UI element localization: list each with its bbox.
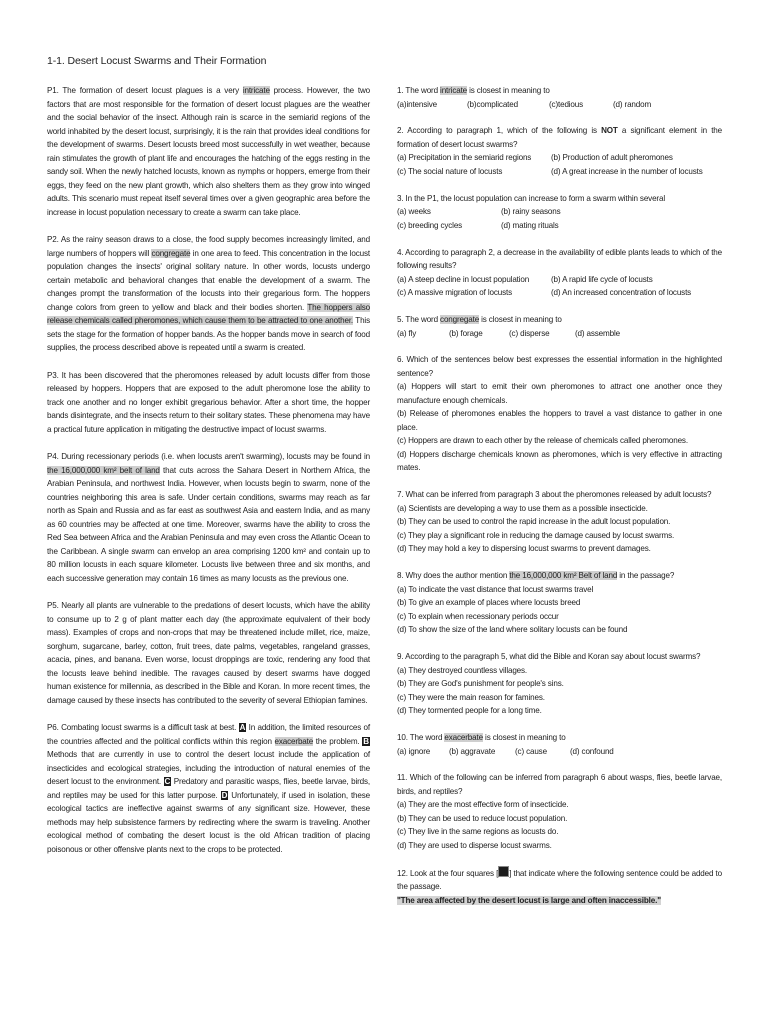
paragraph-2 [47,233,370,355]
question-4-stem: 4. According to paragraph 2, a decrease in the availability of edible plants leads to which of the following results? [397,247,722,271]
square-marker-icon [498,866,509,877]
option-b[interactable]: (b) forage [449,328,483,338]
paragraph-1 [47,84,370,219]
option-c[interactable]: (c) They were the main reason for famines. [397,692,545,702]
question-7 [397,488,722,556]
paragraph-text: P3. It has been discovered that the pheromones released by adult locusts differ from those released by hoppers. Hoppers that are exposed to the adult pheromone lose the ability to track one another and no longer exhibit gregarious behavior. After a short time, the hopper bands disintegrate, and the insects return to their solitary states. These phenomena may have a practical future application in mitigating the destructive impact of locust swarms. [47,370,370,434]
question-5-stem: 5. The word congregate is closest in meaning to [397,315,562,325]
question-2-stem: 2. According to paragraph 1, which of the following is NOT a significant element in the formation of desert locust swarms? [397,126,723,149]
option-a[interactable]: (a) To indicate the vast distance that locust swarms travel [397,584,594,594]
option-d[interactable]: (d) assemble [575,328,620,338]
question-3-stem: 3. In the P1, the locust population can increase to form a swarm within several [397,193,665,203]
question-12-stem: 12. Look at the four squares [ ] that indicate where the following sentence could be added to the passage. [397,866,722,894]
question-11 [397,771,722,852]
paragraph-text: P6. Combating locust swarms is a difficult task at best. [47,723,239,732]
paragraph-3 [47,369,370,437]
option-a[interactable]: (a) They destroyed countless villages. [397,665,528,675]
question-3-options [397,205,722,232]
option-b[interactable]: (b) They are God's punishment for people's sins. [397,679,564,689]
option-d[interactable]: (d) Hoppers discharge chemicals known as pheromones, which is very effective in attracting mates. [397,449,722,473]
highlighted-word: exacerbate [444,733,483,743]
option-c[interactable]: (c) They live in the same regions as locusts do. [397,827,559,837]
paragraph-text: process. However, the two factors that are most responsible for the formation of desert locust plagues are the weather and the social behavior of the insect. Although rain is scarce in the semiarid regions of the world inhabited by the desert locust, surprisingly, it is the rain that provides ideal conditions for the development of swarms. Desert locusts breed most successfully in wet weather, because rain stimulates the growth of plant life and encourages the hatching of the eggs resting in the sandy soil. When the newly hatched locusts, known as nymphs or hoppers, emerge from their eggs, they feed on the new plant growth, which also shelters them as they grow into winged adults. This scenario must repeat itself several times over a given geographic area before the increase in locust population necessary to create a swarm can take place. [47,86,370,217]
highlighted-phrase: the 16,000,000 km² Belt of land [509,571,618,581]
option-a[interactable]: (a) fly [397,328,417,338]
highlighted-text: The hoppers also release chemicals called pheromones, which cause them to be attracted to one another. [47,302,370,325]
option-c[interactable]: (c) disperse [509,328,550,338]
option-a[interactable]: (a)intensive [397,99,438,109]
question-2-options [397,151,722,178]
document-title: 1-1. Desert Locust Swarms and Their Formation [47,55,267,67]
question-5-options [397,327,722,341]
question-10-stem: 10. The word exacerbate is closest in meaning to [397,733,566,743]
option-d[interactable]: (d) An increased concentration of locusts [551,288,692,298]
option-a[interactable]: (a) weeks [397,207,431,217]
question-1-options [397,98,722,112]
option-d[interactable]: (d) confound [570,746,614,756]
paragraph-text: that cuts across the Sahara Desert in Northern Africa, the Arabian Peninsula, and northwest India. However, when locusts begin to swarm, none of the countries neighboring this area is safe. Under certain conditions, swarms may reach as far north as Spain and Russia and as far east as southwest Asia and eastern India, and as many as 60 countries may be affected at one time. Moreover, swarms have the ability to cross the Red Sea between Africa and the Arabian Peninsula and may even cross the Atlantic Ocean to the Caribbean. A single swarm can envelop an area comprising 1200 km² and contain up to 80 million locusts in each square kilometer. Locusts live between three and six months, and each successive generation may contain 16 times as many locusts as the previous one. [47,465,370,583]
question-3 [397,192,722,233]
option-c[interactable]: (c) They play a significant role in reducing the damage caused by locust swarms. [397,530,675,540]
paragraph-text: Unfortunately, if used in isolation, these ecological tactics are ineffective against swarms of any significant size. However, these methods may help subsistence farmers by redirecting where the swarm is traveling. Another ecological method of combating the desert locust is the old African tradition of placing poisonous or other offensive plants next to the crops to be protected. [47,790,370,854]
option-a[interactable]: (a) ignore [397,746,431,756]
paragraph-text: P1. The formation of desert locust plagues is a very [47,86,243,95]
option-d[interactable]: (d) A great increase in the number of locusts [551,166,703,176]
paragraph-6 [47,721,370,856]
paragraph-5 [47,599,370,707]
question-6-stem: 6. Which of the sentences below best expresses the essential information in the highlighted sentence? [397,355,722,378]
option-b[interactable]: (b)complicated [467,99,518,109]
insert-square-marker: C [164,777,171,786]
question-8-stem: 8. Why does the author mention the 16,000,000 km² Belt of land in the passage? [397,571,675,581]
question-12 [397,866,722,908]
option-b[interactable]: (b) To give an example of places where locusts breed [397,598,581,608]
insert-sentence: "The area affected by the desert locust is large and often inaccessible." [397,895,661,905]
highlighted-text: the 16,000,000 km² belt of land [47,465,160,475]
option-b[interactable]: (b) A rapid life cycle of locusts [551,274,653,284]
option-d[interactable]: (d) mating rituals [501,220,559,230]
option-d[interactable]: (d) They are used to disperse locust swarms. [397,840,552,850]
question-4-options [397,273,722,300]
question-6 [397,353,722,475]
question-7-stem: 7. What can be inferred from paragraph 3 about the pheromones released by adult locusts? [397,490,712,500]
paragraph-text: In addition, the limited resources of the countries affected and the political conflicts within this region [47,723,370,746]
insert-square-marker: A [239,723,246,732]
question-5 [397,313,722,340]
question-10 [397,731,722,758]
option-d[interactable]: (d) random [613,99,652,109]
insert-square-marker: B [363,736,369,746]
question-1-stem: 1. The word intricate is closest in meaning to [397,86,550,95]
option-c[interactable]: (c)tedious [549,99,584,109]
option-b[interactable]: (b) Production of adult pheromones [551,153,673,163]
paragraph-text: This sets the stage for the formation of hopper bands. As the hopper bands move in search of food supplies, the process described above is repeated until a swarm is created. [47,316,370,352]
paragraph-text: P4. During recessionary periods (i.e. when locusts aren't swarming), locusts may be found in [47,452,370,461]
option-c[interactable]: (c) breeding cycles [397,220,463,230]
insert-square-marker: D [221,790,228,800]
question-2 [397,124,722,178]
question-9-stem: 9. According to the paragraph 5, what did the Bible and Koran say about locust swarms? [397,652,701,662]
paragraph-text: Predatory and parasitic wasps, flies, beetle larvae, birds, and reptiles may be used for this latter purpose. [47,777,370,800]
highlighted-text: exacerbate [274,736,314,746]
question-1 [397,84,722,111]
option-c[interactable]: (c) To explain when recessionary periods occur [397,611,559,621]
questions-column [397,84,722,921]
option-a[interactable]: (a) A steep decline in locust population [397,274,530,284]
highlighted-word: intricate [440,86,468,95]
highlighted-text: intricate [242,86,270,95]
paragraph-text: Methods that are currently in use to control the desert locust include the application of insecticides and ecological strategies, including the introduction of natural enemies of the desert locust to the environment. [47,750,370,786]
option-a[interactable]: (a) Hoppers will start to emit their own pheromones to attract one another once they manufacture enough chemicals. [397,382,722,405]
option-b[interactable]: (b) rainy seasons [501,207,561,217]
option-b[interactable]: (b) Release of pheromones enables the hoppers to travel a vast distance to gather in one place. [397,409,722,432]
option-b[interactable]: (b) They can be used to reduce locust population. [397,813,568,823]
paragraph-text: in one area to feed. This concentration in the locust population changes the insects' original solitary nature. In other words, locusts undergo certain metabolic and behavioral changes that enable the development of a swarm. The changes prompt the transformation of the locusts into their gregarious form. The hoppers change colors from green to yellow and black and their bodies shorten. [47,248,370,312]
highlighted-word: congregate [440,315,480,325]
option-d[interactable]: (d) They tormented people for a long time. [397,706,542,716]
option-a[interactable]: (a) Scientists are developing a way to use them as a possible insecticide. [397,503,648,513]
option-a[interactable]: (a) They are the most effective form of insecticide. [397,800,569,810]
question-9 [397,650,722,718]
option-c[interactable]: (c) The social nature of locusts [397,166,503,176]
option-a[interactable]: (a) Precipitation in the semiarid regions [397,153,532,163]
question-8 [397,569,722,637]
option-d[interactable]: (d) They may hold a key to dispersing locust swarms to prevent damages. [397,544,651,554]
paragraph-text: P5. Nearly all plants are vulnerable to the predations of desert locusts, which have the ability to consume up to 2 g of plant matter each day (the approximate equivalent of their body mass). Examples of crops and non-crops that may be threatened include millet, rice, maize, sorghum, sugarcane, barley, cotton, fruit trees, date palms, vegetables, rangeland grasses, acacia, pines, and banana. Even worse, locust droppings are toxic, rendering any food that the locusts leave behind inedible. The ravages caused by desert swarms have dogged human existence for millennia, as described in the Bible and Koran. In more recent times, the damage caused by these insects has contributed to the severity of several Ethiopian famines. [47,601,370,705]
paragraph-4 [47,450,370,585]
option-b[interactable]: (b) They can be used to control the rapid increase in the adult locust population. [397,517,671,527]
question-11-stem: 11. Which of the following can be inferred from paragraph 6 about wasps, flies, beetle larvae, birds, and reptiles? [397,773,722,796]
option-c[interactable]: (c) Hoppers are drawn to each other by the release of chemicals called pheromones. [397,436,688,446]
question-10-options [397,745,722,759]
option-b[interactable]: (b) aggravate [449,746,496,756]
passage-column [47,84,370,870]
question-4 [397,246,722,300]
paragraph-text: the problem. [313,736,363,746]
highlighted-text: congregate [151,248,191,258]
paragraph-text: P2. As the rainy season draws to a close, the food supply becomes increasingly limited, and large numbers of hoppers will [47,235,370,258]
option-d[interactable]: (d) To show the size of the land where solitary locusts can be found [397,625,628,635]
option-c[interactable]: (c) cause [515,746,547,756]
option-c[interactable]: (c) A massive migration of locusts [397,288,512,298]
